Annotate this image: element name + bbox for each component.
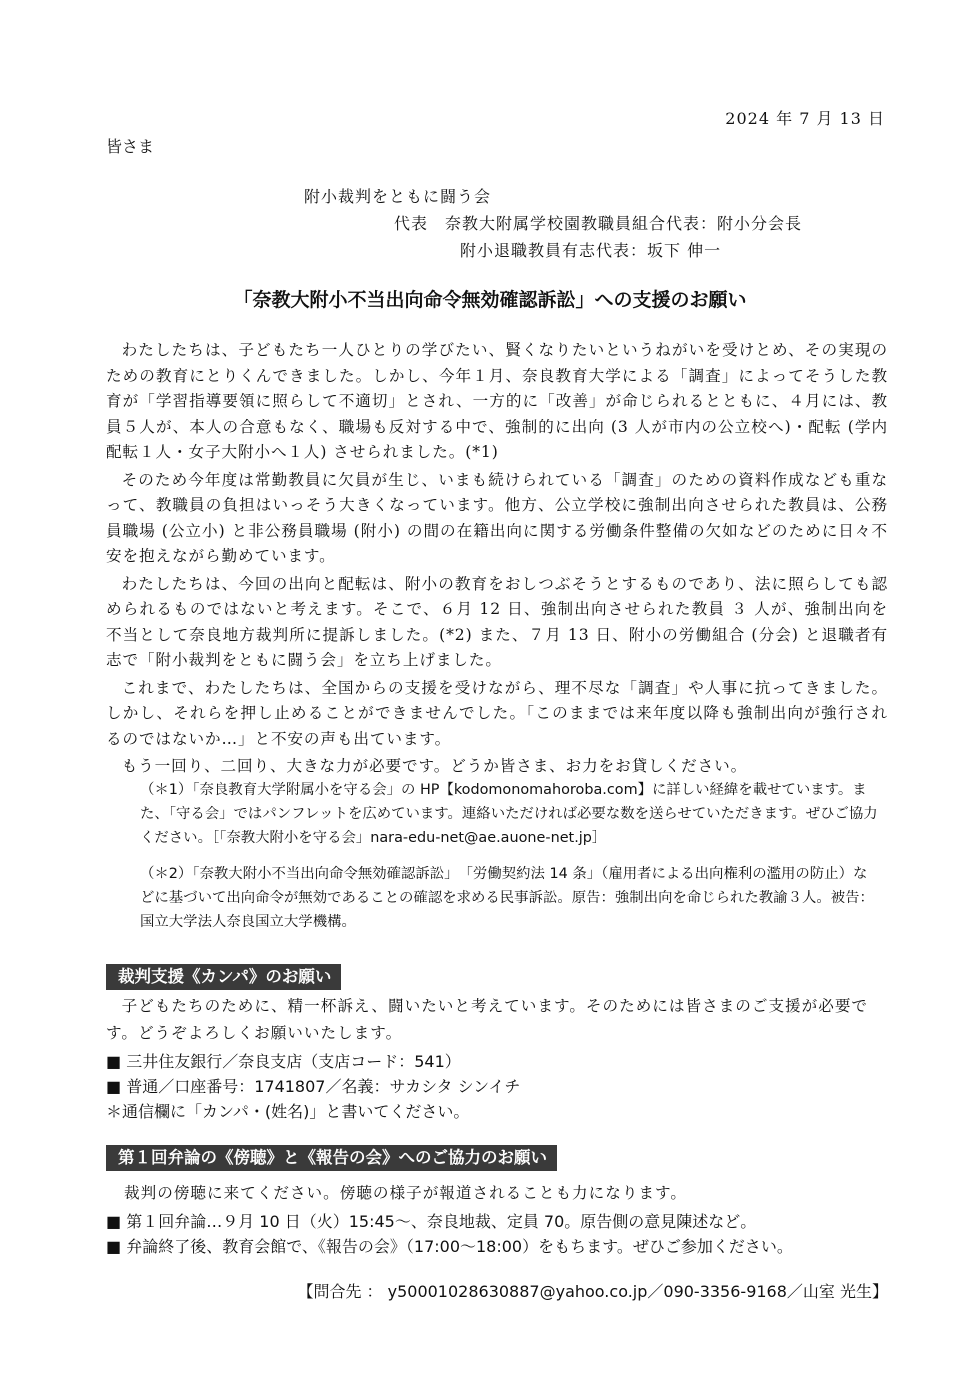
hearing-date-line: ■ 第１回弁論…９月 10 日（火）15:45～、奈良地裁、定員 70。原告側の意見陳述など。 bbox=[106, 1212, 757, 1231]
bank-branch-line: ■ 三井住友銀行／奈良支店（支店コード：541） bbox=[106, 1052, 461, 1071]
body-paragraph-4: これまで、わたしたちは、全国からの支援を受けながら、理不尽な「調査」や人事に抗ってきました。しかし、それらを押し止めることができませんでした。「このままでは来年度以降も強制出向が強行されるのではないか…」と不安の声も出ています。 bbox=[106, 678, 888, 748]
section-heading-donation: 裁判支援《カンパ》のお願い bbox=[106, 964, 341, 990]
salutation: 皆さま bbox=[106, 137, 155, 156]
bank-note-line: ＊通信欄に「カンパ・(姓名)」と書いてください。 bbox=[106, 1102, 470, 1121]
body-paragraph-3: わたしたちは、今回の出向と配転は、附小の教育をおしつぶそうとするものであり、法に照らしても認められるものではないと考えます。そこで、６月 12 日、強制出向させられた教員 ３ 人が、強制出向を不当として奈良地方裁判所に提訴しました。(*2) また、７月 13 日、附小の労働組合 (分会) と退職者有志で「附小裁判をともに闘う会」を立ち上げました。 bbox=[106, 574, 888, 669]
body-text bbox=[106, 338, 888, 780]
hearing-intro: 裁判の傍聴に来てください。傍聴の様子が報道されることも力になります。 bbox=[124, 1184, 687, 1202]
donation-intro bbox=[106, 993, 888, 1047]
document-date: 2024 年 7 月 13 日 bbox=[725, 109, 885, 128]
bank-account-line: ■ 普通／口座番号：1741807／名義：サカシタ シンイチ bbox=[106, 1077, 521, 1096]
representative-line-1: 代表 奈教大附属学校園教職員組合代表：附小分会長 bbox=[394, 214, 803, 233]
document-title: 「奈教大附小不当出向命令無効確認訴訟」への支援のお願い bbox=[233, 289, 747, 311]
report-meeting-line: ■ 弁論終了後、教育会館で、《報告の会》（17:00～18:00）をもちます。ぜひご参加ください。 bbox=[106, 1237, 793, 1256]
representative-line-2: 附小退職教員有志代表：坂下 伸一 bbox=[460, 241, 722, 260]
footnote-2: （＊2）「奈教大附小不当出向命令無効確認訴訟」 「労働契約法 14 条」（雇用者による出向権利の濫用の防止）などに基づいて出向命令が無効であることの確認を求める民事訴訟。原告：強制出向を命じられた教諭３人。被告：国立大学法人奈良国立大学機構。 bbox=[140, 866, 874, 930]
body-paragraph-5: もう一回り、二回り、大きな力が必要です。どうか皆さま、お力をお貸しください。 bbox=[121, 757, 748, 775]
body-paragraph-2: そのため今年度は常勤教員に欠員が生じ、いまも続けられている「調査」のための資料作成なども重なって、教職員の負担はいっそう大きくなっています。他方、公立学校に強制出向させられた教員は、公務員職場 (公立小) と非公務員職場 (附小) の間の在籍出向に関する労働条件整備の欠如などのために日々不安を抱えながら勤めています。 bbox=[106, 470, 888, 565]
section-heading-hearing: 第１回弁論の《傍聴》と《報告の会》へのご協力のお願い bbox=[106, 1145, 557, 1171]
donation-intro-text: 子どもたちのために、精一杯訴え、闘いたいと考えています。そのためには皆さまのご支援が必要です。どうぞよろしくお願いいたします。 bbox=[106, 997, 869, 1042]
footnotes bbox=[140, 778, 880, 946]
contact-info: 【問合先 ： y50001028630887@yahoo.co.jp／090-3356-9168／山室 光生】 bbox=[297, 1282, 888, 1301]
footnote-1: （＊1）「奈良教育大学附属小を守る会」の HP【kodomonomahoroba.com】に詳しい経緯を載せています。また、「守る会」ではパンフレットを広めています。連絡いただければ必要な数を送らせていただきます。ぜひご協力ください。［「奈教大附小を守る会」nara-edu-net@ae.auone-net.jp］ bbox=[140, 782, 878, 846]
body-paragraph-1: わたしたちは、子どもたち一人ひとりの学びたい、賢くなりたいというねがいを受けとめ、その実現のための教育にとりくんできました。しかし、今年１月、奈良教育大学による「調査」によってそうした教育が「学習指導要領に照らして不適切」とされ、一方的に「改善」が命じられるとともに、４月には、教員５人が、本人の合意もなく、職場も反対する中で、強制的に出向 (3 人が市内の公立校へ)・配転 (学内配転１人・女子大附小へ１人) させられました。(*1) bbox=[106, 341, 888, 461]
organization-name: 附小裁判をともに闘う会 bbox=[304, 187, 492, 206]
